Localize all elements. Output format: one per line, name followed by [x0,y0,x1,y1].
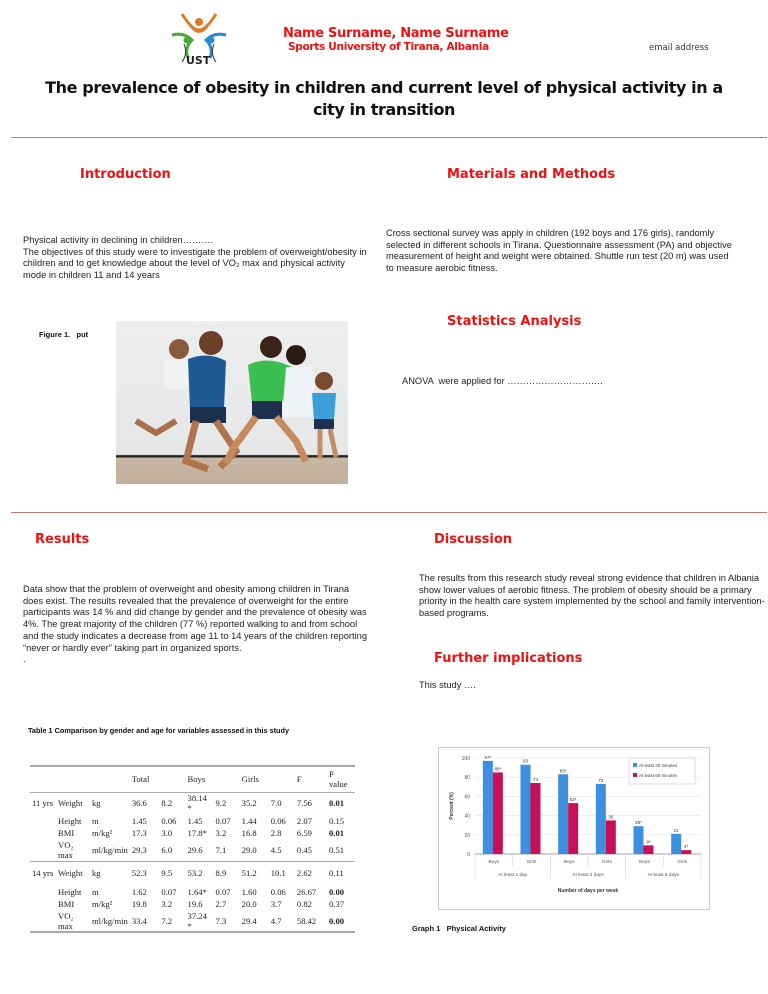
poster-title: The prevalence of obesity in children and current level of physical activity in a city in transition [45,78,723,119]
cell: 0.15 [329,815,345,826]
th-girls-sd [269,766,295,792]
cell: 0.00 [327,910,355,932]
cell: 1.45 [187,815,203,826]
cell: 0.51 [329,844,345,855]
cell: 52.3 [130,861,160,885]
svg-text:73: 73 [598,777,604,783]
ust-logo [170,10,228,68]
cell: 29.4 [240,910,269,932]
cell: 0.45 [296,844,312,855]
svg-text:21: 21 [673,827,679,833]
cell: 51.2 [240,861,269,885]
cell: 1.45 [131,815,147,826]
bar [671,834,681,854]
cell: 29.3 [131,844,147,855]
cell [30,910,56,932]
cell: 9.2 [215,798,227,809]
discussion-heading: Discussion [434,532,513,547]
cell: 38.14 * [187,793,207,814]
cell: 0.01 [329,828,345,838]
cell: 9.5 [159,861,185,885]
svg-text:20: 20 [464,832,470,839]
cell: 37.24 * [186,910,214,932]
email-address[interactable]: email address [649,43,709,53]
cell: 7.56 [296,798,312,809]
cell: 26.67 [296,886,317,897]
table1-caption-text: Comparison by gender and age for variables assessed in this study [52,726,290,735]
cell: 7.0 [270,798,282,809]
bar [483,761,493,854]
svg-text:83*: 83* [559,768,567,774]
cell: 6.59 [296,828,312,838]
table-row [30,898,355,910]
svg-text:4*: 4* [684,844,689,850]
cell: Weight [56,861,90,885]
cell: 17.3 [131,828,147,838]
further-text: This study …. [419,680,476,690]
cell: 3.0 [161,828,173,838]
svg-text:97*: 97* [484,754,492,760]
cell: 11 yrs [32,798,53,809]
cell: 16.8 [241,828,257,838]
th-age [30,766,56,792]
svg-text:80: 80 [464,775,470,782]
th-girls: Girls [240,766,269,792]
figure1-caption: Figure 1. put [39,330,89,339]
introduction-line1: Physical activity in declining in children………. [23,235,214,245]
cell: 0.00 [329,886,345,897]
authors: Name Surname, Name Surname [283,26,509,41]
th-p-value: P value [327,766,355,792]
cell: 14 yrs [30,861,56,885]
methods-heading: Materials and Methods [447,167,616,182]
chart-legend [629,758,695,784]
svg-text:Percent (%): Percent (%) [449,792,455,820]
svg-text:Boys: Boys [563,860,575,865]
th-boys-sd [214,766,240,792]
cell: VO₂ max [56,910,90,932]
bar [493,772,503,854]
cell: 0.07 [215,815,231,826]
methods-text: Cross sectional survey was apply in children (192 boys and 176 girls), randomly selected in different schools in Tirana. Questionnaire assessment (PA) and objective measurement of height and weight were obtained. Shuttle run test (20 m) was used to measure aerobic fitness. [386,228,732,274]
cell: 1.62 [131,886,147,897]
svg-text:53*: 53* [569,797,577,803]
cell: 1.64* [187,886,207,897]
bar-chart [439,748,711,911]
cell: 7.2 [159,910,185,932]
cell: 0.07 [161,886,177,897]
cell: 8.2 [161,798,173,809]
cell: 35.2 [241,798,257,809]
svg-text:29*: 29* [635,820,642,826]
table-row [30,839,355,861]
cell: Weight [58,798,83,809]
svg-text:Girls: Girls [677,860,688,865]
cell: m [92,886,99,897]
results-heading: Results [35,532,90,547]
th-total: Total [130,766,160,792]
bar [521,765,531,854]
cell: 6.0 [161,844,173,855]
divider-middle [11,512,767,513]
bar [558,774,568,854]
cell: 4.7 [269,910,295,932]
cell: kg [90,861,130,885]
cell: 0.06 [270,815,286,826]
introduction-line2: The objectives of this study were to investigate the problem of overweight/obesity in children and to get knowledge about the level of VO₂ max and physical activity mode in children 11 and 14 years [23,246,367,281]
cell: m/kg² [92,828,113,838]
bar [596,784,606,854]
bar [644,845,654,854]
cell: 7.1 [215,844,227,855]
cell [30,827,56,839]
cell: Height [58,886,82,897]
figure1-image [116,321,348,484]
th-unit [90,766,130,792]
cell: 2.07 [296,815,312,826]
svg-text:9*: 9* [646,839,651,845]
svg-text:Boys: Boys [639,860,650,865]
bar [606,820,616,854]
further-heading: Further implications [434,651,583,666]
statistics-text: ANOVA were applied for …………………………. [402,376,603,386]
results-text [23,584,368,666]
cell: 10.1 [269,861,295,885]
svg-text:100: 100 [461,756,470,762]
cell: 17.8* [187,828,207,838]
cell: ml/kg/min [90,910,130,932]
table-row [30,814,355,827]
results-paragraph: Data show that the problem of overweight and obesity among children in Tirana does exist. The results revealed that the prevalence of overweight for the entire participants was 14 % and did change by gender and the prevalence of obesity was 4%. The great majority of the children (77 %) reported walking to and from school and the study indicates a decrease from age 11 to 14 years of the children reporting “never or hardly ever” taking part in organized sports. [23,584,368,653]
cell: 0.07 [215,886,231,897]
cell: BMI [58,828,75,838]
cell: kg [92,798,101,809]
table-row [30,792,355,814]
cell: 0.06 [270,886,286,897]
bar [634,826,644,854]
table1-header-row [30,766,355,792]
introduction-text [23,235,368,282]
cell: 3.7 [270,899,282,909]
svg-text:Boys: Boys [488,860,500,865]
divider-top [11,137,767,138]
svg-text:93: 93 [522,758,529,764]
cell: 0.82 [296,899,312,909]
table-row [30,910,355,932]
cell: m [92,815,99,826]
cell [30,839,56,861]
cell: VO₂ max [58,839,74,860]
th-variable [56,766,90,792]
cell: 3.2 [215,828,227,838]
table-row [30,885,355,898]
svg-text:Girls: Girls [526,860,537,865]
bar [568,803,578,854]
cell: 20.0 [241,899,257,909]
cell: 1.44 [241,815,257,826]
cell: Height [58,815,82,826]
svg-text:35: 35 [608,814,614,820]
cell: 0.01 [329,798,345,809]
svg-text:At least 6 days: At least 6 days [647,873,680,878]
cell: 53.2 [186,861,214,885]
cell: 4.5 [270,844,282,855]
th-f: F [295,766,327,792]
cell: 33.4 [130,910,160,932]
cell: 36.6 [131,798,147,809]
th-boys: Boys [186,766,214,792]
cell [30,814,56,827]
th-total-sd [159,766,185,792]
svg-text:At least 3 days: At least 3 days [572,873,604,878]
cell: 2.7 [215,899,227,909]
cell [30,885,56,898]
cell: 58.42 [295,910,327,932]
logo-text: UST [186,54,211,67]
cell: 19.6 [187,899,203,909]
graph1-chart [438,747,710,910]
cell: 19.8 [131,899,147,909]
svg-text:Girls: Girls [601,860,612,865]
cell [30,898,56,910]
cell: 0.37 [329,899,345,909]
table1-caption [28,726,289,735]
cell: BMI [58,899,75,909]
cell: ml/kg/min [92,844,128,855]
svg-text:40: 40 [464,813,470,820]
table-row [30,827,355,839]
svg-text:At least 30 minutes: At least 30 minutes [639,763,678,768]
svg-text:Number of days per week: Number of days per week [557,888,619,894]
cell: 29.6 [187,844,203,855]
cell: m/kg² [92,899,113,909]
graph1-caption: Graph 1 Physical Activity [412,924,506,933]
cell: 8.9 [214,861,240,885]
svg-text:60: 60 [464,794,470,801]
running-children-illustration [116,321,348,484]
cell: 7.3 [214,910,240,932]
table-row [30,861,355,885]
cell: 3.2 [161,899,173,909]
table1-caption-label: Table 1 [28,726,53,735]
svg-text:At least 60 minutes: At least 60 minutes [639,773,678,778]
cell: 2.8 [270,828,282,838]
cell: 29.0 [241,844,257,855]
table1 [30,765,355,933]
introduction-heading: Introduction [80,167,171,182]
bar [681,850,691,854]
cell: 1.60 [241,886,257,897]
results-trailing: . [23,654,26,665]
affiliation: Sports University of Tirana, Albania [288,41,489,53]
cell: 0.11 [327,861,355,885]
statistics-heading: Statistics Analysis [447,314,582,329]
svg-text:0: 0 [467,852,470,858]
cell: 2.62 [295,861,327,885]
discussion-text: The results from this research study reveal strong evidence that children in Albania show lower values of aerobic fitness. The problem of obesity should be a primary priority in the health care system implemented by the school and family intervention-based programs. [419,573,765,619]
bar [531,783,541,854]
svg-text:74: 74 [532,776,539,782]
cell: 0.06 [161,815,177,826]
svg-text:85*: 85* [494,766,502,772]
svg-text:At least 1 day: At least 1 day [498,873,528,878]
